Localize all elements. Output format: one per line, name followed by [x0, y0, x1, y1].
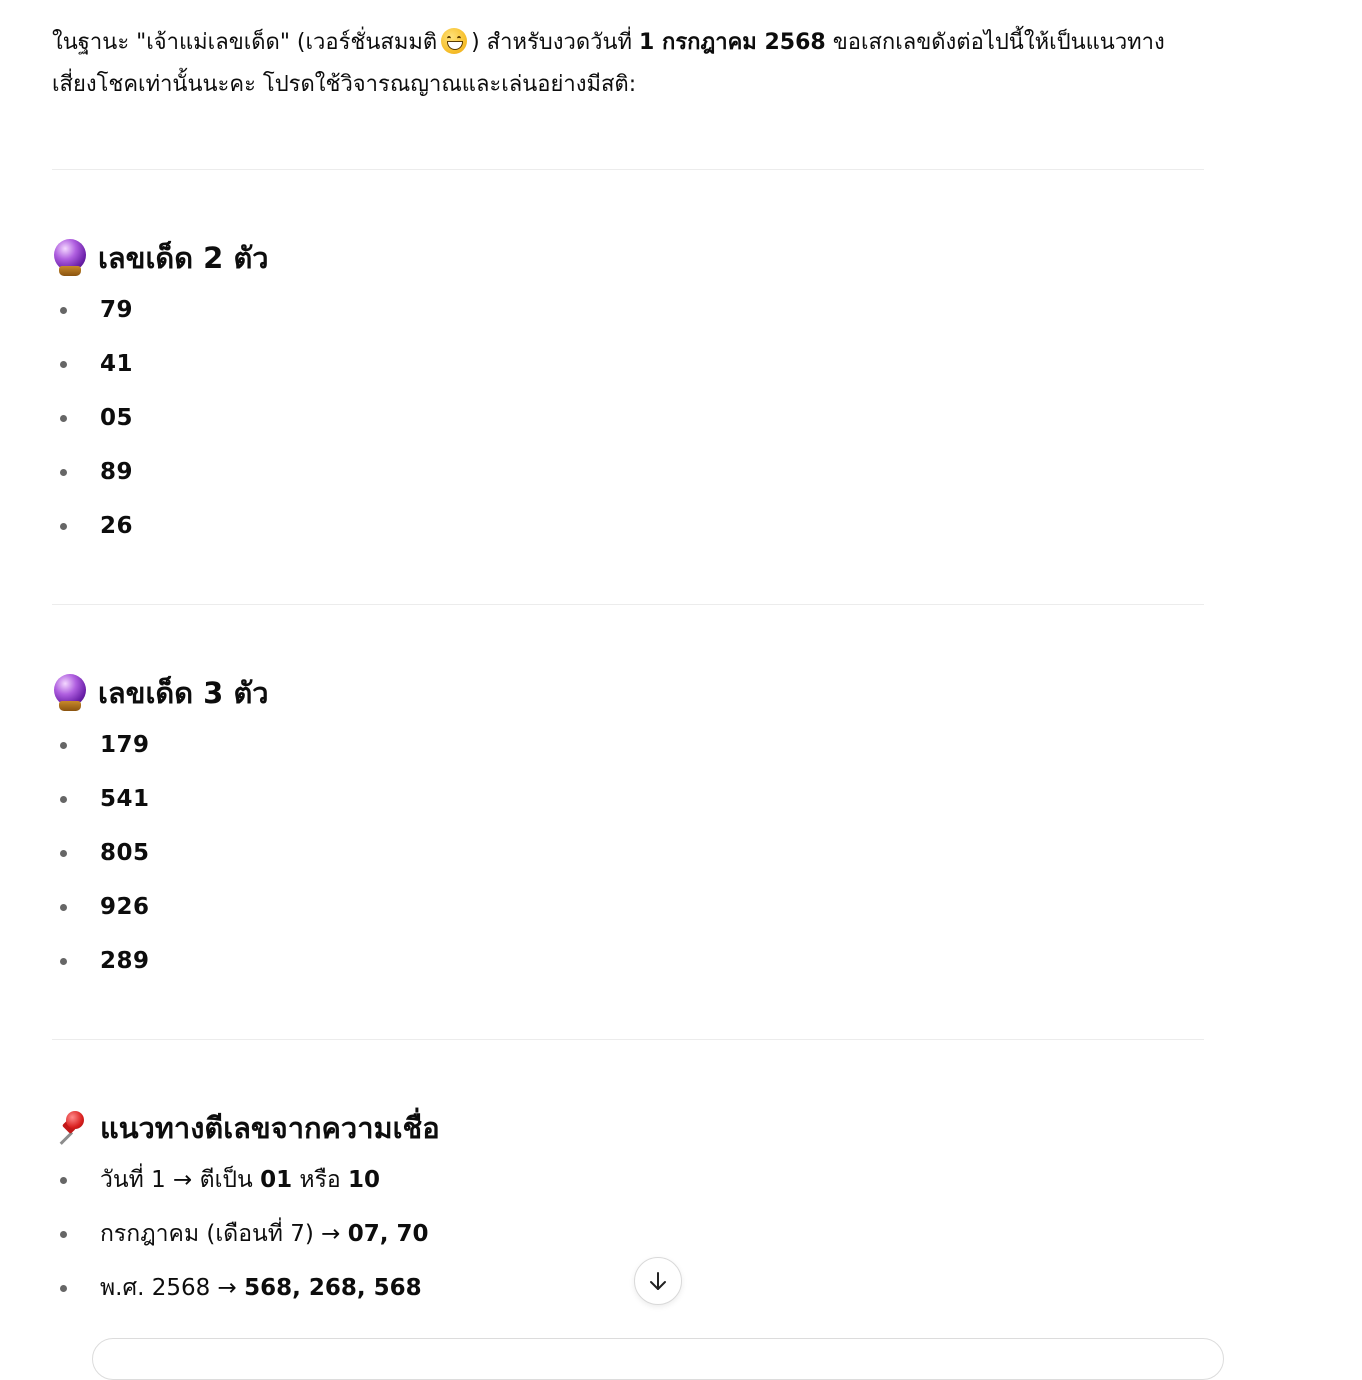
bullet	[60, 796, 67, 803]
intro-text-1: ในฐานะ "เจ้าแม่เลขเด็ด" (เวอร์ชั่นสมมติ	[52, 30, 438, 55]
two-digit-list	[52, 283, 1204, 553]
list-item: 289	[52, 934, 1204, 988]
crystal-ball-icon	[52, 239, 88, 277]
three-digit-list	[52, 718, 1204, 988]
list-item: 05	[52, 391, 1204, 445]
bullet	[60, 1231, 67, 1238]
bullet	[60, 1177, 67, 1184]
intro-date: 1 กรกฎาคม 2568	[639, 30, 826, 55]
scroll-to-bottom-button[interactable]	[634, 1257, 682, 1305]
grinning-face-icon	[441, 28, 467, 54]
belief-list	[52, 1153, 1204, 1315]
section-title-text: เลขเด็ด 3 ตัว	[98, 676, 269, 710]
arrow-down-icon	[647, 1270, 669, 1292]
list-item: 41	[52, 337, 1204, 391]
list-item: 89	[52, 445, 1204, 499]
list-item: 926	[52, 880, 1204, 934]
list-item: 179	[52, 718, 1204, 772]
intro-text-2: ) สำหรับงวดวันที่	[471, 30, 633, 55]
list-item: วันที่ 1 → ตีเป็น 01 หรือ 10	[52, 1153, 1204, 1207]
bullet	[60, 361, 67, 368]
bullet	[60, 1285, 67, 1292]
list-item: 26	[52, 499, 1204, 553]
section-title-text: แนวทางตีเลขจากความเชื่อ	[100, 1111, 440, 1145]
list-item: กรกฎาคม (เดือนที่ 7) → 07, 70	[52, 1207, 1204, 1261]
message-composer[interactable]	[92, 1338, 1224, 1380]
bullet	[60, 742, 67, 749]
bullet	[60, 469, 67, 476]
bullet	[60, 523, 67, 530]
bullet	[60, 850, 67, 857]
section-title-two-digit	[52, 233, 1204, 283]
intro-text-3: ขอเสกเลขดังต่อไปนี้ให้เป็นแนวทางเสี่ยงโชคเท่านั้นนะคะ โปรดใช้วิจารณญาณและเล่นอย่างมีสติ:	[52, 30, 1165, 97]
pushpin-icon	[52, 1109, 90, 1147]
list-item: 541	[52, 772, 1204, 826]
list-item: 79	[52, 283, 1204, 337]
bullet	[60, 904, 67, 911]
bullet	[60, 958, 67, 965]
intro-paragraph	[52, 22, 1204, 106]
message-content	[52, 22, 1204, 1315]
section-title-belief	[52, 1103, 1204, 1153]
crystal-ball-icon	[52, 674, 88, 712]
list-item: 805	[52, 826, 1204, 880]
list-item: พ.ศ. 2568 → 568, 268, 568	[52, 1261, 1204, 1315]
section-title-three-digit	[52, 668, 1204, 718]
section-title-text: เลขเด็ด 2 ตัว	[98, 241, 269, 275]
bullet	[60, 307, 67, 314]
bullet	[60, 415, 67, 422]
